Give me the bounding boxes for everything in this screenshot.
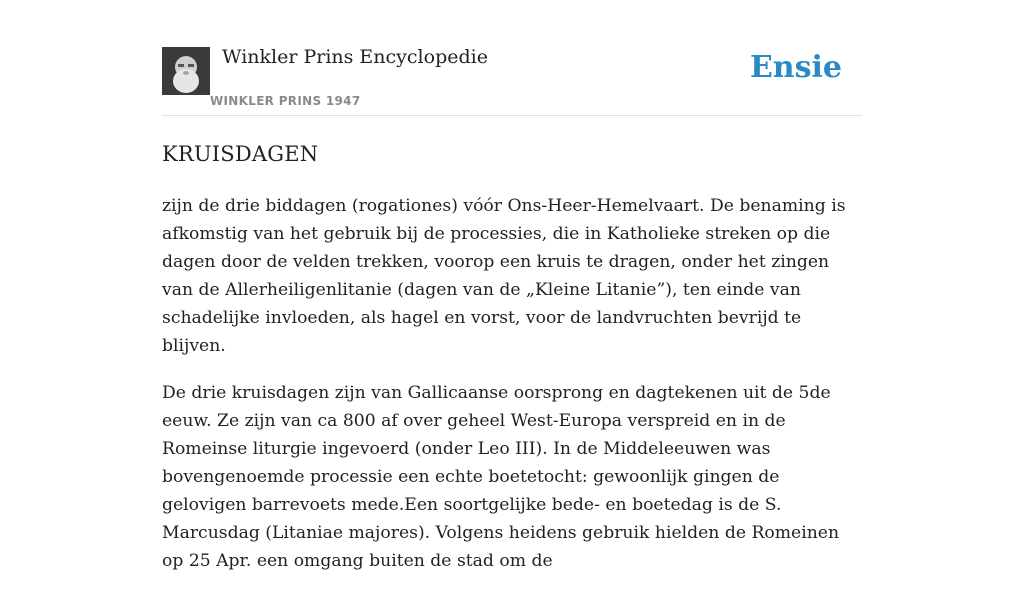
article-paragraph: De drie kruisdagen zijn van Gallicaanse oorsprong en dagtekenen uit de 5de eeuw. Ze zijn van ca 800 af over geheel West-Europa verspreid en in de Romeinse liturgie ingevoerd (onder Leo III). In de Middeleeuwen was bovengenoemde processie een echte boetetocht: gewoonlijk gingen de gelovigen barrevoets mede.Een soortgelijke bede- en boetedag is de S. Marcusdag (Litaniae majores). Volgens heidens gebruik hielden de Romeinen op 25 Apr. een omgang buiten de stad om de — [162, 383, 840, 571]
article-title: KRUISDAGEN — [162, 142, 319, 166]
brand-logo[interactable]: Ensie — [749, 50, 842, 85]
author-avatar[interactable] — [162, 47, 210, 95]
article-paragraph: zijn de drie biddagen (rogationes) vóór Ons-Heer-Hemelvaart. De benaming is afkomstig van het gebruik bij de processies, die in Katholieke streken op die dagen door de velden trekken, voorop een kruis te dragen, onder het zingen van de Allerheiligenlitanie (dagen van de „Kleine Litanie”), ten einde van schadelijke invloeden, als hagel en vorst, voor de landvruchten bevrijd te blijven. — [162, 196, 846, 356]
article-container — [162, 0, 862, 571]
site-name-link[interactable]: Winkler Prins Encyclopedie — [222, 46, 488, 68]
edition-label[interactable]: WINKLER PRINS 1947 — [210, 94, 361, 108]
article-body — [162, 192, 862, 594]
site-header — [162, 0, 862, 116]
